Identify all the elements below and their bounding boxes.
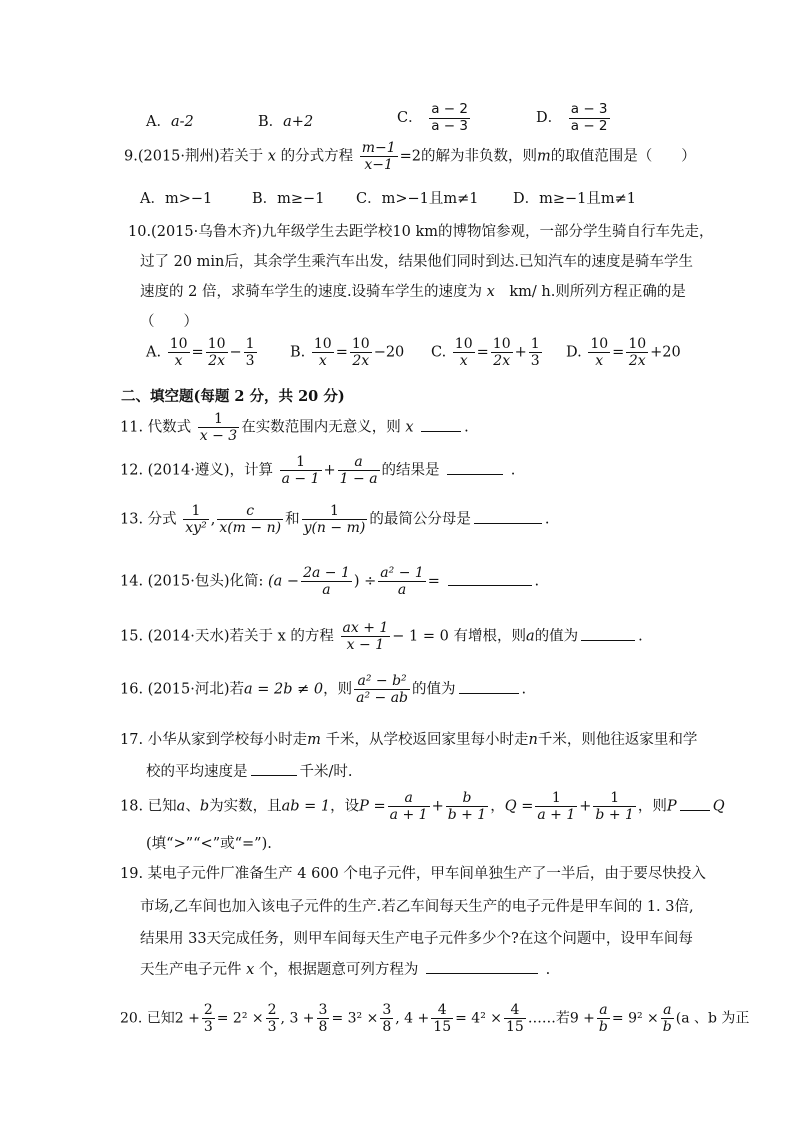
- q11-answer-blank[interactable]: [421, 430, 461, 432]
- q8-option-a: A．a-2: [146, 114, 194, 130]
- q18-answer-blank[interactable]: [680, 809, 710, 811]
- q10-options: [0, 336, 794, 378]
- q15: 15. (2014·天水)若关于 x 的方程 $\frac{ax + 1}{x - 1}$ − 1 = 0 有增根，则a的值为 .: [120, 620, 643, 654]
- q17-line-1: 17. 小华从家到学校每小时走m 千米，从学校返回家里每小时走n千米，则他往返家里和学: [120, 732, 698, 748]
- q10-option-c: C. $\frac{10}{x}$ = $\frac{10}{2x}$ + $\frac{1}{3}$: [431, 336, 540, 370]
- q9-option-d: D．m≥−1且m≠1: [513, 191, 637, 207]
- q15-answer-blank[interactable]: [581, 639, 635, 641]
- q8-option-b: B．a+2: [258, 114, 314, 130]
- q20: 20. 已知2 + $\frac{2}{3}$ = 2² × $\frac{2}{3}$ , 3 + $\frac{3}{8}$ = 3² × $\frac{3}{8}$ , 4 + $\frac{4}{15}$ = 4² × $\frac{4}{15}$ ……若9 + $\frac{a}{b}$ = 9² × $\frac{a}{b}$ (a 、b 为正: [120, 1002, 750, 1036]
- q19-line-2: 市场,乙车间也加入该电子元件的生产.若乙车间每天生产的电子元件是甲车间的 1. 3倍,: [140, 899, 694, 915]
- q19-line-1: 19. 某电子元件厂准备生产 4 600 个电子元件，甲车间单独生产了一半后，由于要尽快投入: [120, 866, 706, 882]
- q13: 13. 分式 $\frac{1}{\text{xy²}}$ , $\frac{c}{x(m - n)}$ 和 $\frac{1}{y(n - m)}$ 的最简公分母是 .: [120, 503, 550, 537]
- q17-line-2: 校的平均速度是 千米/时.: [146, 764, 353, 780]
- q16-answer-blank[interactable]: [459, 692, 519, 694]
- q18-line-2: (填“>”“<”或“=”).: [146, 836, 272, 852]
- q8-option-d: D． $\frac{a - 3}{a - 2}$: [536, 101, 608, 134]
- q19-answer-blank[interactable]: [426, 972, 538, 974]
- section-title: 二、填空题(每题 2 分，共 20 分): [121, 388, 345, 405]
- q18-line-1: 18. 已知a、b为实数，且ab = 1，设P = $\frac{a}{a + 1}$ + $\frac{b}{b + 1}$ ，Q = $\frac{1}{a + 1}$ + $\frac{1}{b + 1}$ ，则P Q: [120, 790, 725, 824]
- q9-stem: 9.(2015·荆州)若关于 x 的分式方程 $\frac{m-1}{x-1}$ =2的解为非负数，则m的取值范围是（ ）: [124, 140, 696, 174]
- q17-answer-blank[interactable]: [251, 774, 297, 776]
- q16: 16. (2015·河北)若a = 2b ≠ 0，则 $\frac{\text{a² − b²}}{\text{a² − ab}}$ 的值为 .: [120, 673, 527, 707]
- q8-options: [0, 102, 794, 142]
- q10-line-4: （ ）: [140, 314, 198, 330]
- q10-line-3: 速度的 2 倍，求骑车学生的速度.设骑车学生的速度为 x km/ h.则所列方程正确的是: [140, 284, 686, 300]
- q8-option-c: C． $\frac{a - 2}{a - 3}$: [397, 101, 468, 134]
- q12: 12. (2014·遵义)，计算 $\frac{1}{a - 1}$ + $\frac{a}{1 - a}$ 的结果是 .: [120, 454, 516, 488]
- q14: 14. (2015·包头)化简: (a − $\frac{2a - 1}{a}$ ) ÷ $\frac{\text{a² − 1}}{a}$ = .: [120, 565, 540, 599]
- q11: 11. 代数式 $\frac{1}{x - 3}$ 在实数范围内无意义，则 x .: [120, 411, 469, 445]
- q9-fraction: $\frac{m-1}{x-1}$: [361, 140, 396, 174]
- q10-line-2: 过了 20 min后，其余学生乘汽车出发，结果他们同时到达.已知汽车的速度是骑车学生: [140, 254, 694, 270]
- q13-answer-blank[interactable]: [474, 522, 542, 524]
- q8-c-fraction: $\frac{a - 2}{a - 3}$: [431, 101, 468, 134]
- q10-option-a: A. $\frac{10}{x}$ = $\frac{10}{2x}$ − $\frac{1}{3}$: [146, 336, 255, 370]
- q10-option-b: B. $\frac{10}{x}$ = $\frac{10}{2x}$ −20: [290, 336, 405, 370]
- q8-d-fraction: $\frac{a - 3}{a - 2}$: [570, 101, 608, 134]
- q9-option-c: C．m>−1且m≠1: [356, 191, 479, 207]
- q12-answer-blank[interactable]: [447, 473, 503, 475]
- q9-option-b: B．m≥−1: [252, 191, 325, 207]
- q14-answer-blank[interactable]: [448, 584, 532, 586]
- q10-line-1: 10.(2015·乌鲁木齐)九年级学生去距学校10 km的博物馆参观，一部分学生骑自行车先走，: [128, 224, 714, 240]
- q19-line-4: 天生产电子元件 x 个，根据题意可列方程为 .: [140, 962, 551, 978]
- q9-option-a: A．m>−1: [140, 191, 213, 207]
- q10-option-d: D. $\frac{10}{x}$ = $\frac{10}{2x}$ +20: [566, 336, 681, 370]
- q19-line-3: 结果用 33天完成任务，则甲车间每天生产电子元件多少个?在这个问题中，设甲车间每: [140, 931, 693, 947]
